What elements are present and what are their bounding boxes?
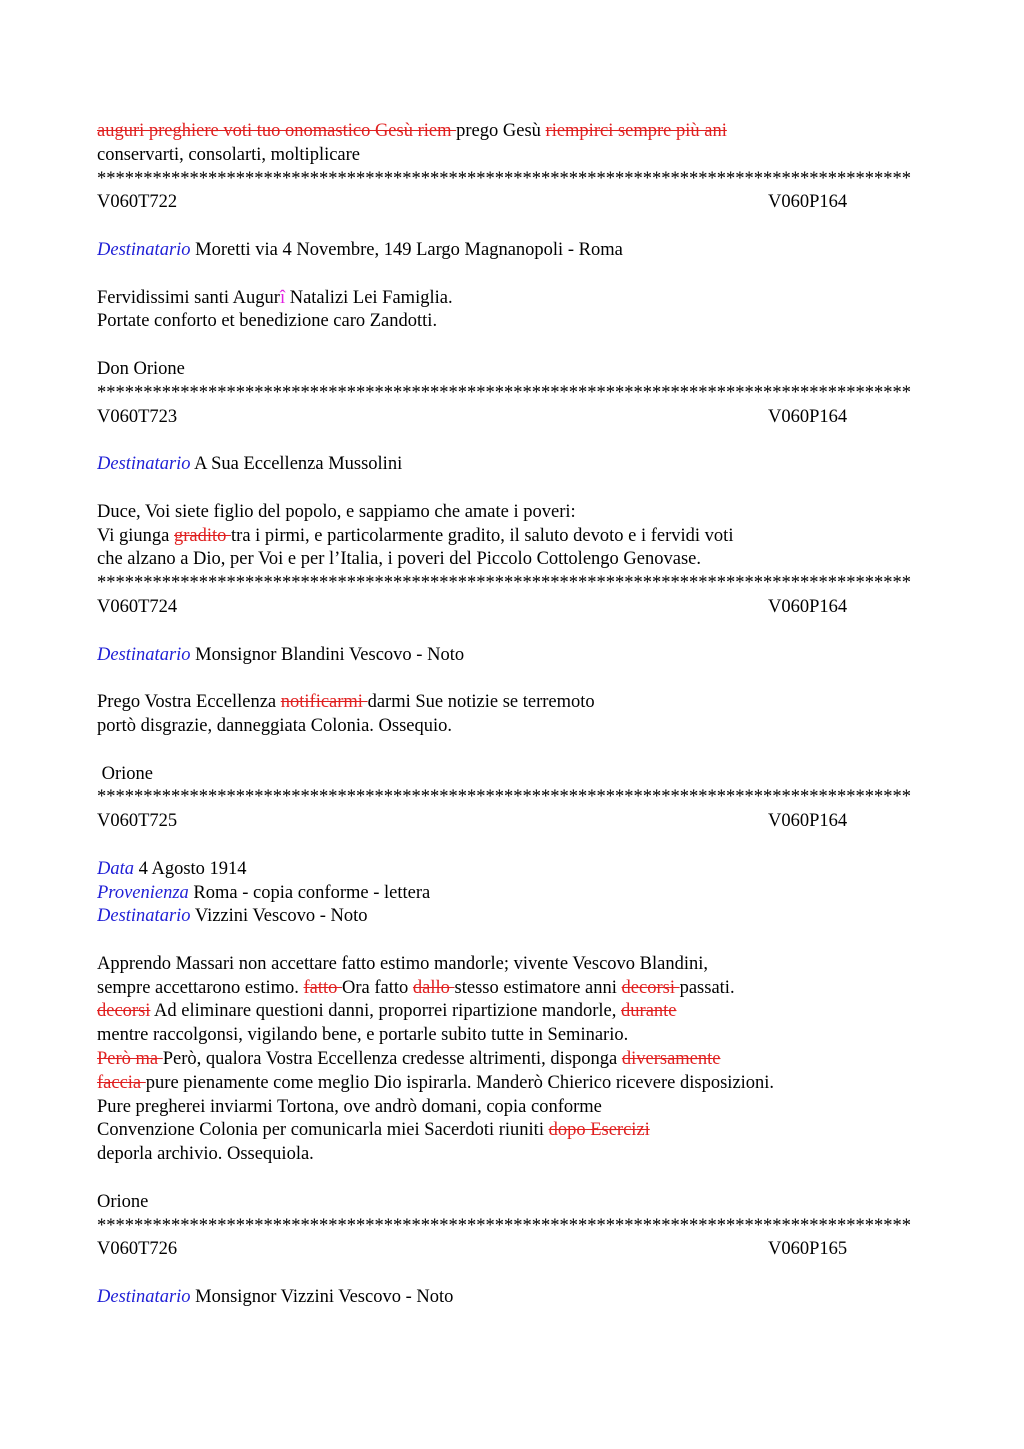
recipient-line xyxy=(97,239,927,263)
recipient-value: Monsignor Blandini Vescovo - Noto xyxy=(190,644,465,665)
deleted-text: durante xyxy=(621,1001,677,1022)
text-code: V060T724 xyxy=(97,596,178,617)
text-code: V060T725 xyxy=(97,811,178,832)
recipient-value: A Sua Eccellenza Mussolini xyxy=(190,454,403,475)
body-line: che alzano a Dio, per Voi e per l’Italia, i poveri del Piccolo Cottolengo Genovase. xyxy=(97,549,701,570)
entry-codes xyxy=(97,1238,927,1262)
text-span: Ora fatto xyxy=(342,977,413,998)
page-code: V060P164 xyxy=(768,596,848,617)
body-line: Portate conforto et benedizione caro Zandotti. xyxy=(97,311,438,332)
body-line: portò disgrazie, danneggiata Colonia. Ossequio. xyxy=(97,715,453,736)
body-line xyxy=(97,1048,927,1072)
page-code: V060P164 xyxy=(768,811,848,832)
separator: **************************************************************************************** xyxy=(97,573,911,594)
page-code: V060P164 xyxy=(768,406,848,427)
body-line: Duce, Voi siete figlio del popolo, e sappiamo che amate i poveri: xyxy=(97,501,576,522)
recipient-line xyxy=(97,1286,927,1310)
recipient-label: Destinatario xyxy=(97,239,191,260)
body-line: deporla archivio. Ossequiola. xyxy=(97,1144,314,1165)
entry-codes xyxy=(97,191,927,215)
body-line xyxy=(97,525,927,549)
intro-line-1 xyxy=(97,120,927,144)
signature: Orione xyxy=(97,1191,149,1212)
body-line xyxy=(97,287,927,311)
page-code: V060P164 xyxy=(768,192,848,213)
recipient-label: Destinatario xyxy=(97,1287,191,1308)
separator: **************************************************************************************** xyxy=(97,787,911,808)
text-span: Convenzione Colonia per comunicarla miei Sacerdoti riuniti xyxy=(97,1120,549,1141)
text-span: Prego Vostra Eccellenza xyxy=(97,692,281,713)
document-page xyxy=(97,120,927,1310)
deleted-text: riempirci sempre più ani xyxy=(545,121,727,141)
text-span: Però, qualora Vostra Eccellenza credesse altrimenti, disponga xyxy=(162,1049,622,1070)
body-line: Apprendo Massari non accettare fatto estimo mandorle; vivente Vescovo Blandini, xyxy=(97,953,709,974)
text-span: sempre accettarono estimo. xyxy=(97,977,304,998)
body-line xyxy=(97,977,927,1001)
recipient-value: Moretti via 4 Novembre, 149 Largo Magnanopoli - Roma xyxy=(190,239,623,260)
date-label: Data xyxy=(97,858,134,879)
text-code: V060T722 xyxy=(97,192,178,213)
recipient-value: Vizzini Vescovo - Noto xyxy=(190,906,368,927)
date-value: 4 Agosto 1914 xyxy=(134,858,247,879)
intro-line-2: conservarti, consolarti, moltiplicare xyxy=(97,144,361,165)
text-span: Fervidissimi santi Augur xyxy=(97,287,280,308)
recipient-label: Destinatario xyxy=(97,454,191,475)
recipient-line xyxy=(97,453,927,477)
origin-label: Provenienza xyxy=(97,882,189,903)
text-span: passati. xyxy=(679,977,735,998)
separator: **************************************************************************************** xyxy=(97,168,911,189)
deleted-text: gradito xyxy=(174,525,232,546)
deleted-text: auguri preghiere voti tuo onomastico Gesù riem xyxy=(97,121,457,141)
recipient-value: Monsignor Vizzini Vescovo - Noto xyxy=(190,1287,454,1308)
text-span: stesso estimatore anni xyxy=(454,977,622,998)
text-span: tra i pirmi, e particolarmente gradito, il saluto devoto e i fervidi voti xyxy=(231,525,734,546)
entry-codes xyxy=(97,596,927,620)
separator: **************************************************************************************** xyxy=(97,382,911,403)
marked-character: î xyxy=(279,287,286,308)
separator: **************************************************************************************** xyxy=(97,1215,911,1236)
deleted-text: diversamente xyxy=(621,1049,721,1070)
deleted-text: Però ma xyxy=(97,1049,163,1070)
text-span: darmi Sue notizie se terremoto xyxy=(367,692,595,713)
signature: Don Orione xyxy=(97,358,185,379)
recipient-label: Destinatario xyxy=(97,644,191,665)
body-line: Pure pregherei inviarmi Tortona, ove andrò domani, copia conforme xyxy=(97,1096,602,1117)
text-span: pure pienamente come meglio Dio ispirarla. Manderò Chierico ricevere disposizioni. xyxy=(145,1072,775,1093)
text-span: Vi giunga xyxy=(97,525,174,546)
deleted-text: dopo Esercizi xyxy=(548,1120,650,1141)
deleted-text: decorsi xyxy=(97,1001,151,1022)
recipient-label: Destinatario xyxy=(97,906,191,927)
origin-value: Roma - copia conforme - lettera xyxy=(188,882,431,903)
recipient-line xyxy=(97,644,927,668)
body-line xyxy=(97,1119,927,1143)
text-span: Natalizi Lei Famiglia. xyxy=(285,287,453,308)
entry-codes xyxy=(97,810,927,834)
origin-line xyxy=(97,882,927,906)
page-code: V060P165 xyxy=(768,1239,848,1260)
body-line xyxy=(97,1072,927,1096)
deleted-text: notificarmi xyxy=(280,692,368,713)
deleted-text: faccia xyxy=(97,1072,146,1093)
text-span: Ad eliminare questioni danni, proporrei ripartizione mandorle, xyxy=(150,1001,622,1022)
deleted-text: fatto xyxy=(303,977,343,998)
body-line xyxy=(97,691,927,715)
text-span: prego Gesù xyxy=(456,121,546,141)
text-code: V060T726 xyxy=(97,1239,178,1260)
entry-codes xyxy=(97,406,927,430)
text-code: V060T723 xyxy=(97,406,178,427)
body-line: mentre raccolgonsi, vigilando bene, e portarle subito tutte in Seminario. xyxy=(97,1025,629,1046)
recipient-line xyxy=(97,905,927,929)
deleted-text: decorsi xyxy=(621,977,680,998)
body-line xyxy=(97,1000,927,1024)
deleted-text: dallo xyxy=(412,977,455,998)
signature: Orione xyxy=(97,763,153,784)
date-line xyxy=(97,858,927,882)
